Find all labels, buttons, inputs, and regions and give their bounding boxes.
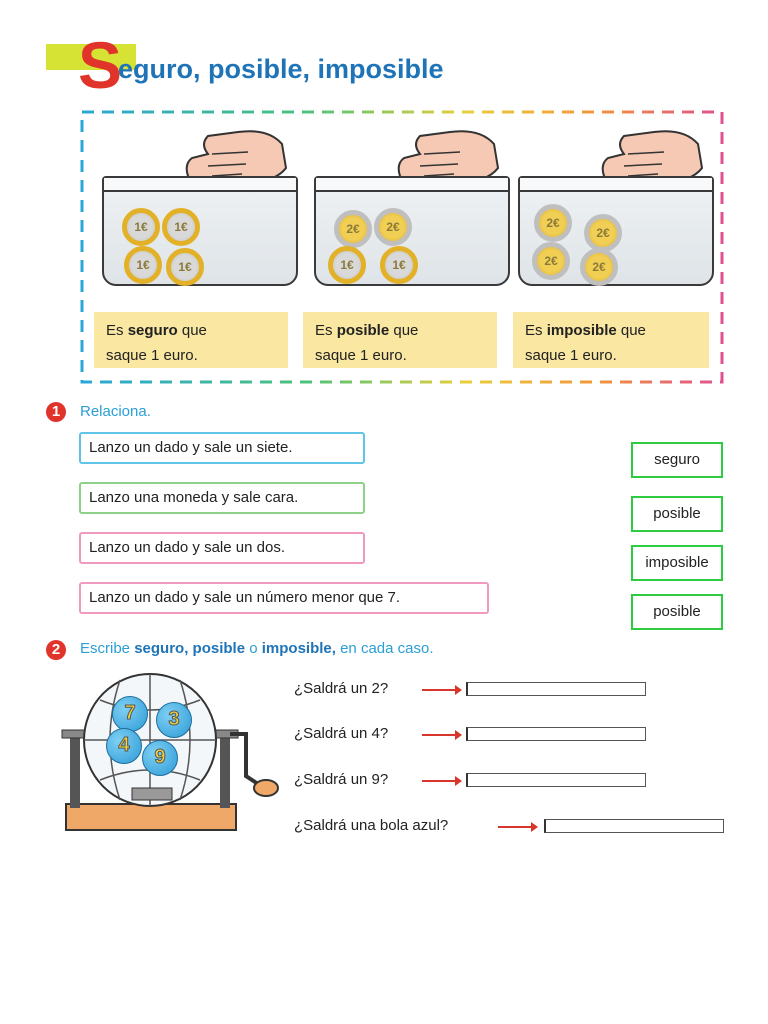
title-initial: S — [78, 28, 123, 102]
option-seguro[interactable]: seguro — [631, 442, 723, 478]
option-posible[interactable]: posible — [631, 496, 723, 532]
coin-icon: 2€ — [584, 214, 622, 252]
coin-icon: 2€ — [374, 208, 412, 246]
coin-icon: 2€ — [580, 248, 618, 286]
example-jar-2 — [312, 124, 512, 304]
arrow-icon — [498, 826, 532, 828]
caption-posible: Es posible que saque 1 euro. — [303, 312, 497, 368]
coin-icon: 2€ — [532, 242, 570, 280]
coin-icon: 2€ — [534, 204, 572, 242]
exercise-2-title: Escribe seguro, posible o imposible, en cada caso. — [80, 640, 434, 657]
arrow-icon — [422, 780, 456, 782]
page-title: eguro, posible, imposible — [118, 54, 444, 84]
statement-1[interactable]: Lanzo un dado y sale un siete. — [79, 432, 365, 464]
coin-icon: 1€ — [380, 246, 418, 284]
lottery-drum-illustration — [60, 670, 290, 840]
answer-3-field[interactable] — [466, 773, 646, 787]
example-jar-3 — [516, 124, 716, 304]
ball-9: 9 — [142, 740, 178, 776]
exercise-1-number: 1 — [46, 402, 66, 422]
answer-4-field[interactable] — [544, 819, 724, 833]
option-imposible[interactable]: imposible — [631, 545, 723, 581]
statement-3[interactable]: Lanzo un dado y sale un dos. — [79, 532, 365, 564]
exercise-2-number: 2 — [46, 640, 66, 660]
statement-2[interactable]: Lanzo una moneda y sale cara. — [79, 482, 365, 514]
coin-icon: 2€ — [334, 210, 372, 248]
question-4: ¿Saldrá una bola azul? — [294, 817, 449, 834]
answer-1-field[interactable] — [466, 682, 646, 696]
answer-2-field[interactable] — [466, 727, 646, 741]
caption-seguro: Es seguro que saque 1 euro. — [94, 312, 288, 368]
exercise-1-title: Relaciona. — [80, 403, 151, 420]
example-jar-1 — [100, 124, 300, 304]
coin-icon: 1€ — [166, 248, 204, 286]
coin-icon: 1€ — [328, 246, 366, 284]
question-3: ¿Saldrá un 9? — [294, 771, 389, 788]
arrow-icon — [422, 734, 456, 736]
coin-icon: 1€ — [162, 208, 200, 246]
coin-icon: 1€ — [124, 246, 162, 284]
arrow-icon — [422, 689, 456, 691]
ball-4: 4 — [106, 728, 142, 764]
ball-3: 3 — [156, 702, 192, 738]
question-2: ¿Saldrá un 4? — [294, 725, 389, 742]
question-1: ¿Saldrá un 2? — [294, 680, 389, 697]
caption-imposible: Es imposible que saque 1 euro. — [513, 312, 709, 368]
coin-icon: 1€ — [122, 208, 160, 246]
statement-4[interactable]: Lanzo un dado y sale un número menor que 7. — [79, 582, 489, 614]
option-posible-2[interactable]: posible — [631, 594, 723, 630]
ball-7: 7 — [112, 696, 148, 732]
